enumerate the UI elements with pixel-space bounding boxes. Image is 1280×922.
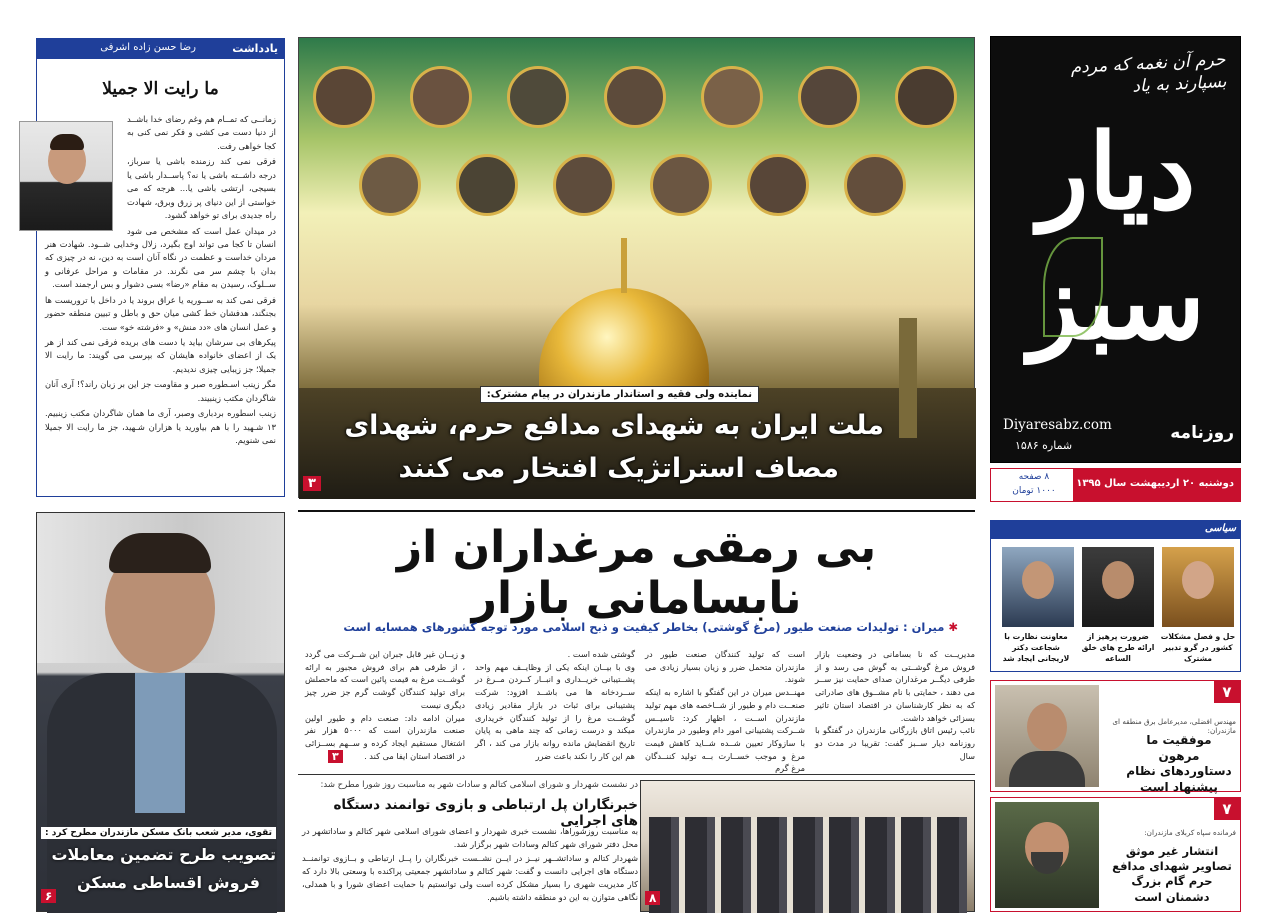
main-story-column: گوشتی شده است . وی با بیــان اینکه یکی از وظایــف مهم واحد پشــتیبانی خریــداری و انبــار کــردن مــرغ در ســردخانه ها می باشــد افزود: شرکت پشتیبانی برای ثبات در بازار مقادیر زیادی گوشــت مرغ را از تولید کنندگان خریداری میکند و درست زمانی که چند ماهی به پایان تاریخ انقضایش مانده روانه بازار می کند ، اگر هم این کار را نکند باعث ضرر [475,649,635,761]
martyr-portrait [604,66,666,128]
council-kicker: در نشست شهردار و شورای اسلامی کتالم و سادات شهر به مناسبت روز شورا مطرح شد: [320,780,638,790]
main-headline-rule [298,510,975,512]
martyr-portrait [359,154,421,216]
side-story-1-suit [1009,751,1085,787]
lead-headline-line1: ملت ایران به شهدای مدافع حرم، شهدای [344,410,884,441]
council-paragraph: به مناسبت روزشوراها، نشست خبری شهردار و اعضای شورای اسلامی شهر کتالم و ساداتشهر در محل دفتر شورای شهر کتالم وسادات شهر برگزار شد. [302,826,638,849]
political-photo-face [1022,561,1054,599]
masthead [990,36,1241,463]
political-caption: معاونت نظارت با شجاعت دکتر لاریجانی ایجاد شد [1002,632,1070,663]
shrine-minaret [899,318,917,438]
martyr-portrait [507,66,569,128]
bank-person-hair [109,533,211,573]
bank-page-ref: ۶ [41,889,56,903]
dateline-price: ۱۰۰۰ تومان [1012,486,1056,496]
editorial-text-wrap [45,113,127,231]
political-section-label: سیاسی [1204,523,1236,534]
masthead-issue-number: شماره ۱۵۸۶ [1015,439,1073,452]
main-headline: بی رمقی مرغداران از نابسامانی بازار [396,522,877,624]
lead-headline-line2: مصاف استراتژیک افتخار می کنند [398,453,839,484]
main-subhead [298,620,958,634]
political-photo [1082,547,1154,627]
martyr-portrait [313,66,375,128]
bank-person-shirt [135,673,185,813]
divider-horizontal [298,774,975,775]
dateline-pages: ۸ صفحه [1018,472,1050,482]
editorial-paragraph: زینب اسطوره بردباری وصبر، آری ما همان شاگردان مکتب زینبیم. ۱۳ شـهید را با هم بیاورید یا هزاران شـهید، جز ما رایت الا جمیلا نمی شنویم. [45,408,276,446]
main-story-column: است که تولید کنندگان صنعت طیور در مازندران متحمل ضرر و زیان بسیار زیادی می شوند. مهنــدس میران در این گفتگو با اشاره به اینکه صنعــت دام و طیور از شــاخصه های مهم تولید مازندران اســت ، اظهار کرد: تاسیــس شــرکت پشتیبانی امور دام وطیور در مازندران با سازوکار تعیین شــده شــاید کاهش قیمت مرغ و موجب خســارت بــه تولید کننــدگان مرغ گرم [645,649,805,774]
editorial-box [36,38,285,497]
side-story-1 [990,680,1241,792]
editorial-title: ما رایت الا جمیلا [102,79,219,99]
martyr-portrait [895,66,957,128]
editorial-body [45,113,276,493]
editorial-author: رضا حسن زاده اشرفی [100,42,196,53]
martyr-portrait-row-1 [313,66,963,146]
bank-story [36,512,285,912]
martyr-portrait [844,154,906,216]
masthead-slogan: حرم آن نغمه که مردم بسپارند به یاد [1070,49,1227,97]
political-caption: ضرورت پرهیز از ارائه طرح های خلق الساعه [1081,632,1155,663]
subhead-star-icon: ✱ [948,620,958,634]
shrine-dome-spire [621,238,627,293]
lead-photo-box [298,37,975,498]
political-photo-face [1182,561,1214,599]
editorial-paragraph: فرقی نمی کند به ســوریه یا عراق بروند یا در داخل با تروریست ها بجنگند، هدفشان خط کشی میان حق و باطل و تبیین منطقه حضور و عمل انسان های «دد منش» و «فرشته خو» ست. [45,294,276,332]
masthead-dateline [990,468,1241,502]
side-story-2-photo [995,802,1099,908]
martyr-portrait [456,154,518,216]
council-photo-people [649,817,967,913]
side-story-1-headline: موفقیت ما مرهون دستاوردهای نظام پیشنهاد است [1126,733,1232,794]
martyr-portrait [650,154,712,216]
political-header-bar [991,521,1240,539]
side-story-1-face [1027,703,1067,751]
council-body [302,825,638,912]
martyr-portrait [747,154,809,216]
political-caption: حل و فصل مشکلات کشور در گرو تدبیر مشترک [1160,632,1236,663]
side-story-2-headline: انتشار غیر موثق تصاویر شهدای مدافع حرم گام بزرگ دشمنان است [1112,844,1232,904]
political-photo-face [1102,561,1134,599]
side-story-1-photo [995,685,1099,787]
main-story-column: و زیــان غیر قابل جبران این شــرکت می گردد ، از طرفی هم برای فروش مجبور به ارائه گوشــت مرغ به قیمت پائین است که ماحصلش برای تولید کنندگان گوشت گرم جز ضرر چیز دیگری نیست میران ادامه داد: صنعت دام و طیور اولین صنعت مازندران است که ۵۰۰۰ هزار نفر اشتغال مستقیم ایجاد کرده و ســهم بســزائی در اقتصاد استان ایفا می کند . [305,649,465,761]
editorial-paragraph: در میدان عمل است که مشخص می شود انسان تا کجا می تواند اوج بگیرد، زلال وخدایی شــود. شهادت هنر مردان خداست و عظمت در نگاه آنان است به دین، نه در چیزی که بدان با چشم سر می نگرند. در مقامات و مراحل عرفانی و ســلوک، رسیدن به مقام «رضا» بسی دشوار و بس ارجمند است. [45,225,276,290]
bank-caption: تقوی، مدیر شعب بانک مسکن مازندران مطرح کرد : [41,827,276,839]
side-story-2-kicker: فرمانده سپاه کربلای مازندران: [1144,828,1236,837]
bank-headline-line2: فروش اقساطی مسکن [77,873,260,892]
side-story-1-kicker: مهندس افضلی، مدیرعامل برق منطقه ای مازندران: [1112,717,1236,735]
council-headline: خبرنگاران پل ارتباطی و بازوی توانمند دستگاه های اجرایی [333,797,638,829]
masthead-website: Diyaresabz.com [1003,417,1112,433]
editorial-section-label: یادداشت [232,42,278,55]
council-paragraph: شهردار کتالم و ساداتشــهر نیــز در ایــن نشــست خبرنگاران را پــل ارتباطی و بــازوی توانمنــد دستگاه های اجرایی دانست و گفت: شهر کتالم و ساداتشهر جمعیتی پراکنده با وسعتی بالا دارد که کار مدیریت شهری را بسیار مشکل کرده است ولی توانستیم با حمایت اعضای شورا و با همدلی، نگاهی متوازن به این دو منطقه داشته باشیم. [302,853,638,902]
main-story-page-ref: ۳ [328,750,343,763]
political-photo [1162,547,1234,627]
side-story-2-page-ref: ۷ [1214,798,1240,820]
bank-headline-line1: تصویب طرح تضمین معاملات [51,845,276,864]
masthead-logo: دیار سبز [1029,110,1205,363]
editorial-paragraph: فرقی نمی کند رزمنده باشی یا سرباز، درجه داشــته باشی یا نه؟ پاســدار باشی یا بسیجی، ارتشی باشی یا... هرجه که می خواستی از این دنیای پر زرق وبرق، شهادت راه جدیدی برای تو خواهد گشود. [127,156,276,221]
editorial-paragraph: زمانــی که تمــام هم وغم رضای خدا باشــد از دنیا دست می کشی و فکر نمی کنی به کجا خواهی رفت. [127,114,276,151]
side-story-2-beard [1031,852,1063,874]
martyr-portrait [701,66,763,128]
side-story-1-page-ref: ۷ [1214,681,1240,703]
martyr-portrait [798,66,860,128]
dateline-date: دوشنبه ۲۰ اردیبهشت سال ۱۳۹۵ [1073,469,1240,501]
editorial-paragraph: پیکرهای بی سرشان بیاید یا دست های بریده فرقی نمی کند از هر یک از اعضای خانواده هایشان که بپرسی می گویند: ما رایت الا جمیلا؛ جز زیبایی چیزی ندیدیم. [45,337,276,374]
political-photo [1002,547,1074,627]
council-page-ref: ۸ [645,891,660,905]
masthead-type-label: روزنامه [1170,423,1234,443]
side-story-2 [990,797,1241,912]
masthead-floral-ornament [1043,237,1103,337]
lead-kicker: نماینده ولی فقیه و استاندار مازندران در پیام مشترک: [480,386,759,403]
martyr-portrait [553,154,615,216]
editorial-header [37,39,284,59]
martyr-portrait-row-2 [359,154,919,234]
martyr-portrait [410,66,472,128]
council-photo [640,780,975,912]
main-story-column: مدیریــت که نا بسامانی در وضعیت بازار فروش مرغ گوشــتی به گوش می رسد و از طرفی دیگــر مرغداران صدای حمایت نیز ســر می دهند ، حمایتی با نام مشــوق های صادراتی که به نظر کارشناسان در اقتصاد استان تاثیر بسزائی خواهد داشت. نائب رئیس اتاق بازرگانی مازندران در گفتگو با روزنامه دیار ســبز گفت: تقریبا در مدت دو سال [815,649,975,761]
main-subhead-text: میران : تولیدات صنعت طیور (مرغ گوشتی) بخاطر کیفیت و ذبح اسلامی مورد توجه کشورهای همسایه است [343,620,945,634]
main-story-columns [300,648,975,774]
political-box [990,520,1241,672]
editorial-paragraph: مگر زینب اسـطوره صبر و مقاومت جز این بر زبان راند؟! آری آنان شاگردان مکتب زینبیند. [45,379,276,403]
lead-page-ref: ۳ [303,476,321,491]
